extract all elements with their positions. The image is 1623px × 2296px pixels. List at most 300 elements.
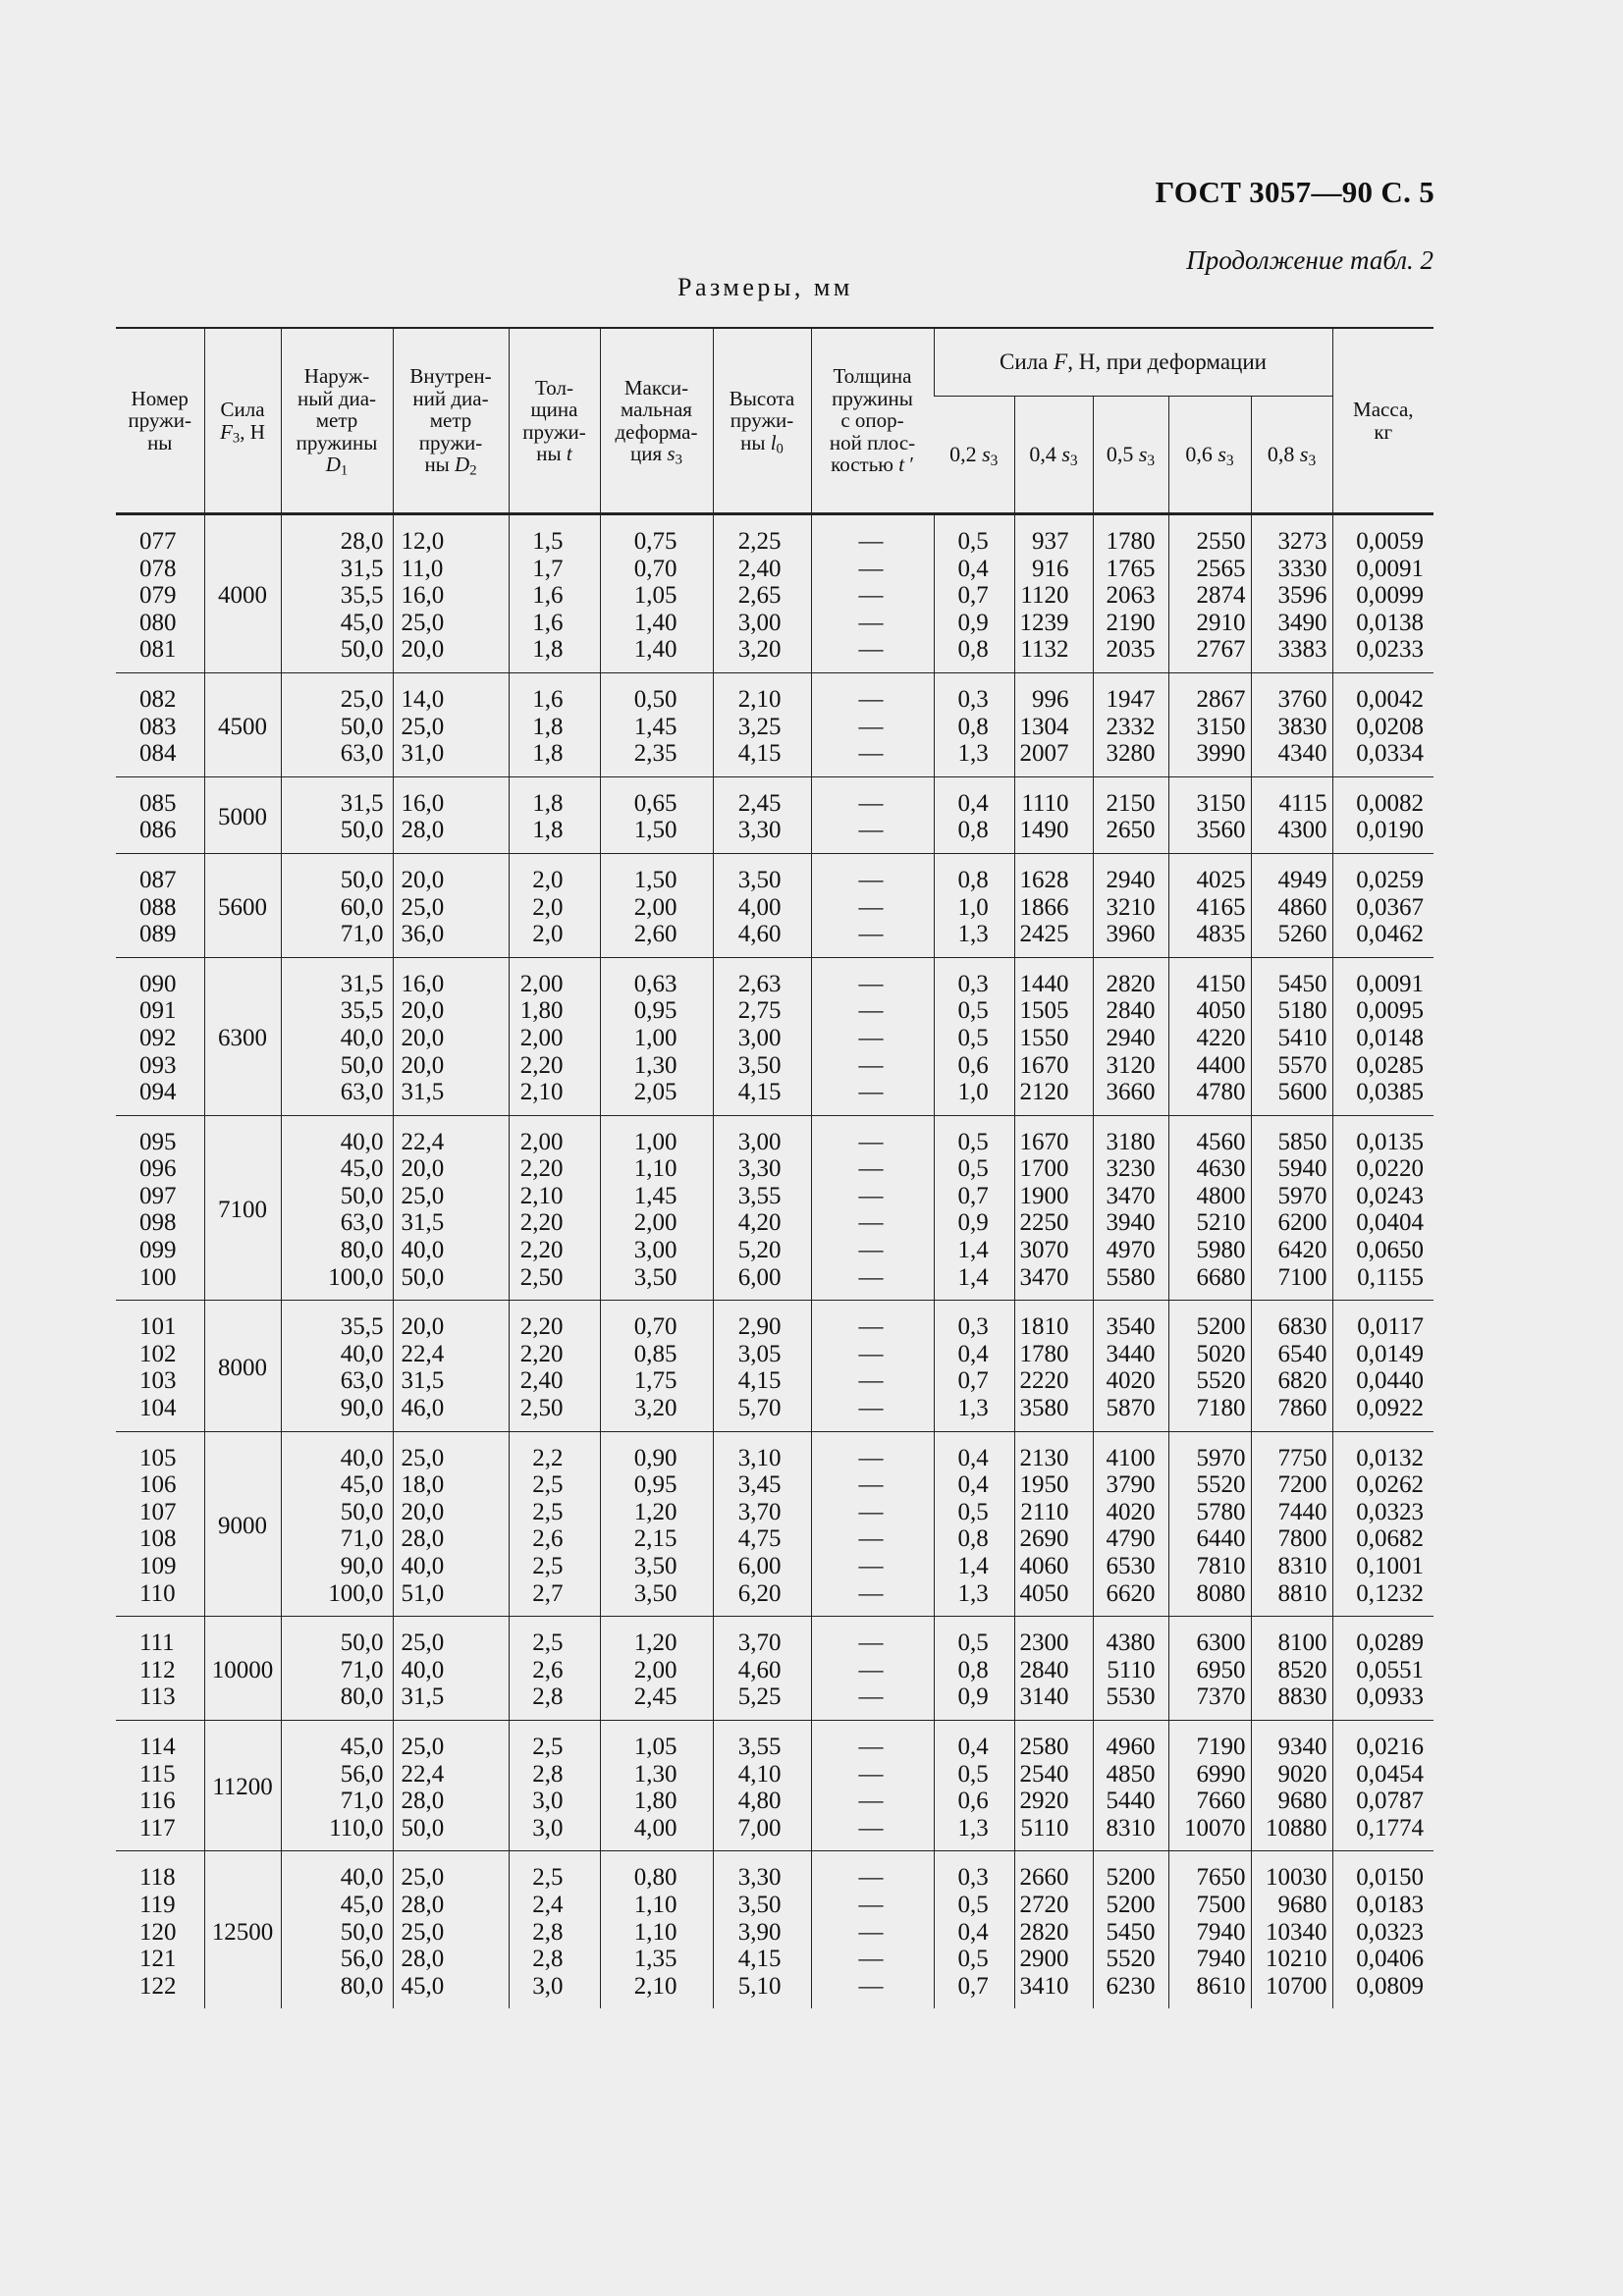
cell-mass xyxy=(1332,1720,1434,1850)
cell-value: 2,15 xyxy=(633,1525,677,1553)
cell-mass xyxy=(1332,853,1434,957)
cell-value: 2,00 xyxy=(633,893,677,921)
cell-value: 2767 xyxy=(1196,636,1246,664)
cell-value: 2150 xyxy=(1106,789,1156,817)
cell-thickness-support xyxy=(811,1851,934,2008)
cell-value: 7650 xyxy=(1196,1864,1246,1892)
cell-height xyxy=(713,1851,811,2008)
cell-value: 4,60 xyxy=(737,921,782,948)
cell-number xyxy=(116,672,204,776)
cell-value: 2,45 xyxy=(737,789,782,817)
cell-value: 1,8 xyxy=(532,789,564,817)
cell-value: 2110 xyxy=(1020,1498,1069,1525)
cell-value: 12,0 xyxy=(401,528,445,555)
cell-value: 1239 xyxy=(1019,609,1069,636)
cell-value: — xyxy=(858,1263,884,1291)
cell-value: 3830 xyxy=(1277,713,1327,740)
cell-value: 3,30 xyxy=(737,1155,782,1183)
cell-value: 1,80 xyxy=(633,1788,677,1815)
cell-value: 1,30 xyxy=(633,1051,677,1079)
cell-value: 5110 xyxy=(1020,1814,1069,1842)
cell-value: — xyxy=(858,1683,884,1711)
cell-value: 25,0 xyxy=(401,1629,445,1657)
cell-value: 0,6 xyxy=(957,1788,989,1815)
cell-value: 2580 xyxy=(1019,1733,1069,1760)
cell-force-08 xyxy=(1251,1720,1332,1850)
cell-value: 2900 xyxy=(1019,1946,1069,1973)
cell-height xyxy=(713,1431,811,1617)
cell-force-05 xyxy=(1093,1720,1168,1850)
cell-value: 0,0551 xyxy=(1356,1656,1425,1683)
cell-value: 0,0922 xyxy=(1356,1395,1425,1422)
cell-force xyxy=(204,853,281,957)
cell-value: 0,0220 xyxy=(1356,1155,1425,1183)
cell-value: 2,40 xyxy=(519,1367,564,1395)
cell-value: 4400 xyxy=(1196,1051,1246,1079)
cell-value: — xyxy=(858,1237,884,1264)
cell-value: — xyxy=(858,1629,884,1657)
cell-value: — xyxy=(858,1182,884,1209)
cell-force-05 xyxy=(1093,1301,1168,1431)
cell-value: 60,0 xyxy=(340,893,384,921)
cell-value: 2,00 xyxy=(519,1024,564,1051)
cell-value: 20,0 xyxy=(401,636,445,664)
cell-value: 1950 xyxy=(1019,1471,1069,1499)
cell-value: 4020 xyxy=(1106,1367,1156,1395)
cell-value: 2660 xyxy=(1019,1864,1069,1892)
cell-value: 113 xyxy=(139,1683,176,1711)
cell-value: 40,0 xyxy=(401,1553,445,1579)
cell-force xyxy=(204,672,281,776)
table-header xyxy=(116,328,1434,514)
force-value: 5000 xyxy=(218,803,267,830)
cell-value: 3580 xyxy=(1019,1395,1069,1422)
cell-value: 2,2 xyxy=(532,1444,564,1471)
col-header-thickness-support: Толщина пружины с опор- ной плос- костью t ′ xyxy=(811,328,934,514)
cell-value: 104 xyxy=(139,1395,177,1422)
cell-value: 3760 xyxy=(1277,685,1327,713)
table-row-group xyxy=(116,1431,1434,1617)
cell-value: 7180 xyxy=(1196,1395,1246,1422)
cell-value: 1,3 xyxy=(957,1395,989,1422)
col-header-max-deformation: Макси- мальная деформа- ция $s_3$ xyxy=(600,328,713,514)
cell-value: 2,8 xyxy=(532,1946,564,1973)
cell-value: 4115 xyxy=(1278,789,1327,817)
cell-value: 0,0082 xyxy=(1356,789,1425,817)
cell-value: 100 xyxy=(139,1263,177,1291)
cell-force-05 xyxy=(1093,1617,1168,1721)
cell-value: 0,95 xyxy=(633,1471,677,1499)
cell-value: — xyxy=(858,1367,884,1395)
cell-value: — xyxy=(858,997,884,1025)
cell-outer-diameter xyxy=(281,514,393,673)
cell-value: 80,0 xyxy=(340,1683,384,1711)
cell-value: 1,6 xyxy=(532,582,564,610)
col-header-height: Высота пружи- ны $l_0$ xyxy=(713,328,811,514)
force-value: 12500 xyxy=(211,1918,274,1946)
cell-value: 2,8 xyxy=(532,1760,564,1788)
cell-value: 2720 xyxy=(1019,1891,1069,1918)
cell-value: 4860 xyxy=(1277,893,1327,921)
cell-value: 5210 xyxy=(1196,1209,1246,1237)
cell-force-02 xyxy=(934,1617,1014,1721)
cell-value: 5200 xyxy=(1106,1864,1156,1892)
table-row-group xyxy=(116,957,1434,1115)
cell-value: 3,25 xyxy=(737,713,782,740)
cell-value: 2,5 xyxy=(532,1733,564,1760)
cell-value: 3,50 xyxy=(633,1579,677,1607)
cell-inner-diameter xyxy=(393,1115,509,1301)
cell-value: 0,5 xyxy=(957,1946,989,1973)
force-value: 10000 xyxy=(211,1656,274,1683)
cell-value: 0,8 xyxy=(957,636,989,664)
cell-value: 2332 xyxy=(1106,713,1156,740)
cell-inner-diameter xyxy=(393,672,509,776)
cell-value: 9680 xyxy=(1277,1788,1327,1815)
cell-value: 0,0059 xyxy=(1356,528,1425,555)
cell-value: 1132 xyxy=(1020,636,1069,664)
cell-value: 0,7 xyxy=(957,582,989,610)
cell-value: 11,0 xyxy=(401,555,444,582)
cell-value: — xyxy=(858,1553,884,1579)
cell-value: 120 xyxy=(139,1918,177,1946)
cell-force-08 xyxy=(1251,1851,1332,2008)
cell-value: 2425 xyxy=(1019,921,1069,948)
cell-force-04 xyxy=(1014,514,1093,673)
cell-value: 2,75 xyxy=(737,997,782,1025)
cell-value: 4340 xyxy=(1277,740,1327,768)
col-header-outer-diameter: Наруж- ный диа- метр пружины $D_1$ xyxy=(281,328,393,514)
cell-value: — xyxy=(858,866,884,893)
cell-value: 5970 xyxy=(1277,1182,1327,1209)
cell-force-05 xyxy=(1093,776,1168,853)
cell-value: 25,0 xyxy=(401,609,445,636)
table-row-group xyxy=(116,514,1434,673)
cell-value: 28,0 xyxy=(401,1891,445,1918)
cell-value: — xyxy=(858,1656,884,1683)
cell-value: 71,0 xyxy=(340,1788,384,1815)
cell-value: 103 xyxy=(139,1367,177,1395)
cell-value: 2,25 xyxy=(737,528,782,555)
cell-value: 0,65 xyxy=(633,789,677,817)
cell-force-06 xyxy=(1168,514,1251,673)
cell-value: 0,0289 xyxy=(1356,1629,1425,1657)
col-header-sub-05: 0,5 $s_3$ xyxy=(1093,397,1168,514)
cell-value: 2910 xyxy=(1196,609,1246,636)
cell-value: 3210 xyxy=(1106,893,1156,921)
cell-value: 3,0 xyxy=(532,1972,564,2000)
cell-value: 3410 xyxy=(1019,1972,1069,2000)
cell-thickness-support xyxy=(811,514,934,673)
force-value: 9000 xyxy=(218,1512,267,1539)
col-header-sub-04: 0,4 $s_3$ xyxy=(1014,397,1093,514)
cell-value: 3,05 xyxy=(737,1340,782,1367)
cell-value: 096 xyxy=(139,1155,177,1183)
cell-value: — xyxy=(858,528,884,555)
cell-value: 25,0 xyxy=(401,893,445,921)
cell-value: 3,10 xyxy=(737,1444,782,1471)
cell-value: 8310 xyxy=(1106,1814,1156,1842)
cell-value: 2,50 xyxy=(519,1395,564,1422)
cell-value: 31,5 xyxy=(401,1079,445,1106)
cell-force-05 xyxy=(1093,1115,1168,1301)
cell-value: 25,0 xyxy=(401,713,445,740)
cell-outer-diameter xyxy=(281,1851,393,2008)
cell-force-04 xyxy=(1014,1301,1093,1431)
cell-force-02 xyxy=(934,853,1014,957)
cell-value: 4,15 xyxy=(737,1367,782,1395)
cell-inner-diameter xyxy=(393,957,509,1115)
cell-max-deformation xyxy=(600,514,713,673)
cell-height xyxy=(713,1115,811,1301)
cell-value: 3,30 xyxy=(737,1864,782,1892)
cell-value: 092 xyxy=(139,1024,177,1051)
cell-value: 45,0 xyxy=(401,1972,445,2000)
cell-value: 2,45 xyxy=(633,1683,677,1711)
cell-value: 2,00 xyxy=(633,1209,677,1237)
cell-value: 6440 xyxy=(1196,1525,1246,1553)
cell-value: 083 xyxy=(139,713,177,740)
cell-value: 7660 xyxy=(1196,1788,1246,1815)
cell-outer-diameter xyxy=(281,1617,393,1721)
cell-value: 71,0 xyxy=(340,1525,384,1553)
cell-value: 3,70 xyxy=(737,1498,782,1525)
cell-value: 31,5 xyxy=(340,555,384,582)
cell-value: 0,5 xyxy=(957,528,989,555)
cell-value: 40,0 xyxy=(340,1444,384,1471)
cell-value: 2874 xyxy=(1196,582,1246,610)
cell-value: 56,0 xyxy=(340,1946,384,1973)
cell-value: 3940 xyxy=(1106,1209,1156,1237)
cell-value: 084 xyxy=(139,740,177,768)
cell-value: 2690 xyxy=(1019,1525,1069,1553)
cell-value: — xyxy=(858,1155,884,1183)
cell-value: 101 xyxy=(139,1313,177,1341)
cell-value: 3470 xyxy=(1106,1182,1156,1209)
cell-value: 0,5 xyxy=(957,1155,989,1183)
cell-value: 5,25 xyxy=(737,1683,782,1711)
cell-value: 50,0 xyxy=(340,636,384,664)
cell-max-deformation xyxy=(600,1431,713,1617)
cell-value: 1,3 xyxy=(957,740,989,768)
cell-value: 2,63 xyxy=(737,970,782,997)
cell-value: 7810 xyxy=(1196,1553,1246,1579)
cell-value: 2,8 xyxy=(532,1918,564,1946)
cell-value: 5440 xyxy=(1106,1788,1156,1815)
cell-value: 10700 xyxy=(1266,1972,1327,2000)
cell-value: 2,00 xyxy=(633,1656,677,1683)
cell-value: 5980 xyxy=(1196,1237,1246,1264)
cell-value: 63,0 xyxy=(340,1209,384,1237)
cell-mass xyxy=(1332,1851,1434,2008)
cell-value: 2550 xyxy=(1196,528,1246,555)
cell-value: 4,60 xyxy=(737,1656,782,1683)
cell-value: — xyxy=(858,713,884,740)
cell-value: 2867 xyxy=(1196,685,1246,713)
cell-number xyxy=(116,1301,204,1431)
cell-value: 50,0 xyxy=(401,1263,445,1291)
cell-value: 3383 xyxy=(1277,636,1327,664)
cell-inner-diameter xyxy=(393,514,509,673)
cell-value: 1304 xyxy=(1019,713,1069,740)
cell-value: 1,40 xyxy=(633,609,677,636)
cell-value: 28,0 xyxy=(340,528,384,555)
cell-thickness xyxy=(509,1851,600,2008)
cell-value: 4,15 xyxy=(737,1946,782,1973)
cell-value: 3273 xyxy=(1277,528,1327,555)
cell-value: 2,0 xyxy=(532,866,564,893)
cell-max-deformation xyxy=(600,776,713,853)
cell-value: 35,5 xyxy=(340,997,384,1025)
cell-max-deformation xyxy=(600,957,713,1115)
cell-value: 7800 xyxy=(1277,1525,1327,1553)
cell-value: 117 xyxy=(139,1814,176,1842)
cell-value: 5,70 xyxy=(737,1395,782,1422)
cell-thickness xyxy=(509,514,600,673)
cell-inner-diameter xyxy=(393,1617,509,1721)
cell-value: 4,75 xyxy=(737,1525,782,1553)
cell-value: 0,4 xyxy=(957,789,989,817)
cell-max-deformation xyxy=(600,853,713,957)
cell-inner-diameter xyxy=(393,853,509,957)
cell-value: 1810 xyxy=(1019,1313,1069,1341)
cell-force-05 xyxy=(1093,1431,1168,1617)
cell-outer-diameter xyxy=(281,1431,393,1617)
cell-number xyxy=(116,1720,204,1850)
cell-value: 0,8 xyxy=(957,1525,989,1553)
cell-force xyxy=(204,1851,281,2008)
cell-value: — xyxy=(858,1051,884,1079)
cell-value: 102 xyxy=(139,1340,177,1367)
force-value: 11200 xyxy=(212,1774,273,1801)
cell-value: 2820 xyxy=(1019,1918,1069,1946)
cell-inner-diameter xyxy=(393,776,509,853)
cell-value: 2120 xyxy=(1019,1079,1069,1106)
cell-value: 28,0 xyxy=(401,817,445,844)
cell-value: 1,45 xyxy=(633,713,677,740)
cell-value: 1,40 xyxy=(633,636,677,664)
cell-value: 1670 xyxy=(1019,1051,1069,1079)
cell-value: 0,95 xyxy=(633,997,677,1025)
cell-mass xyxy=(1332,1431,1434,1617)
cell-value: 20,0 xyxy=(401,866,445,893)
cell-value: 2,5 xyxy=(532,1498,564,1525)
cell-value: 2,4 xyxy=(532,1891,564,1918)
table-row-group xyxy=(116,1720,1434,1850)
cell-thickness xyxy=(509,957,600,1115)
cell-value: 50,0 xyxy=(401,1814,445,1842)
cell-mass xyxy=(1332,672,1434,776)
cell-value: — xyxy=(858,921,884,948)
cell-value: — xyxy=(858,1471,884,1499)
cell-value: 0,1155 xyxy=(1357,1263,1425,1291)
cell-force xyxy=(204,1431,281,1617)
cell-value: 25,0 xyxy=(401,1918,445,1946)
cell-value: 1110 xyxy=(1021,789,1069,817)
cell-value: 31,0 xyxy=(401,740,445,768)
force-value: 5600 xyxy=(218,893,267,921)
cell-force xyxy=(204,776,281,853)
cell-value: 2,5 xyxy=(532,1553,564,1579)
cell-value: 2,00 xyxy=(519,1128,564,1155)
cell-number xyxy=(116,853,204,957)
cell-value: 106 xyxy=(139,1471,177,1499)
cell-value: 3560 xyxy=(1196,817,1246,844)
cell-value: 8080 xyxy=(1196,1579,1246,1607)
cell-force-08 xyxy=(1251,1301,1332,1431)
cell-value: 1120 xyxy=(1020,582,1069,610)
cell-value: 2540 xyxy=(1019,1760,1069,1788)
document-reference: ГОСТ 3057—90 С. 5 xyxy=(1155,175,1434,209)
cell-force-06 xyxy=(1168,1115,1251,1301)
cell-value: 0,8 xyxy=(957,817,989,844)
cell-outer-diameter xyxy=(281,853,393,957)
cell-value: 1866 xyxy=(1019,893,1069,921)
cell-value: 1,3 xyxy=(957,1579,989,1607)
cell-value: 20,0 xyxy=(401,1024,445,1051)
cell-height xyxy=(713,776,811,853)
cell-value: 28,0 xyxy=(401,1946,445,1973)
cell-force-02 xyxy=(934,1851,1014,2008)
cell-force-06 xyxy=(1168,853,1251,957)
cell-value: 2,00 xyxy=(519,970,564,997)
cell-thickness xyxy=(509,1431,600,1617)
cell-force xyxy=(204,957,281,1115)
cell-value: 45,0 xyxy=(340,1891,384,1918)
cell-value: 079 xyxy=(139,582,177,610)
cell-mass xyxy=(1332,1115,1434,1301)
cell-value: 50,0 xyxy=(340,1051,384,1079)
cell-value: 10210 xyxy=(1266,1946,1327,1973)
cell-value: 0,0190 xyxy=(1356,817,1425,844)
cell-value: 2920 xyxy=(1019,1788,1069,1815)
cell-value: 7750 xyxy=(1277,1444,1327,1471)
cell-value: 2,20 xyxy=(519,1313,564,1341)
cell-value: 0,0233 xyxy=(1356,636,1425,664)
cell-force-05 xyxy=(1093,514,1168,673)
cell-value: 1700 xyxy=(1019,1155,1069,1183)
cell-force-08 xyxy=(1251,514,1332,673)
cell-value: 085 xyxy=(139,789,177,817)
cell-value: 105 xyxy=(139,1444,177,1471)
cell-value: — xyxy=(858,1128,884,1155)
cell-value: 28,0 xyxy=(401,1788,445,1815)
cell-value: 3,55 xyxy=(737,1182,782,1209)
col-header-sub-02: 0,2 $s_3$ xyxy=(934,397,1014,514)
cell-height xyxy=(713,1720,811,1850)
cell-value: 20,0 xyxy=(401,1313,445,1341)
cell-value: 1,4 xyxy=(957,1263,989,1291)
cell-force-06 xyxy=(1168,1851,1251,2008)
cell-value: 5530 xyxy=(1106,1683,1156,1711)
cell-value: 5180 xyxy=(1277,997,1327,1025)
cell-value: 2,20 xyxy=(519,1155,564,1183)
cell-value: 3470 xyxy=(1019,1263,1069,1291)
cell-value: 1,10 xyxy=(633,1918,677,1946)
cell-value: 0,0183 xyxy=(1356,1891,1425,1918)
cell-value: 56,0 xyxy=(340,1760,384,1788)
cell-value: 1,7 xyxy=(532,555,564,582)
units-caption: Размеры, мм xyxy=(677,273,853,301)
cell-value: 4835 xyxy=(1196,921,1246,948)
cell-thickness-support xyxy=(811,1720,934,1850)
cell-force xyxy=(204,514,281,673)
force-value: 7100 xyxy=(218,1196,267,1223)
cell-value: 0,0323 xyxy=(1356,1498,1425,1525)
cell-value: 0,5 xyxy=(957,1891,989,1918)
cell-value: 2,6 xyxy=(532,1656,564,1683)
table-row-group xyxy=(116,1851,1434,2008)
